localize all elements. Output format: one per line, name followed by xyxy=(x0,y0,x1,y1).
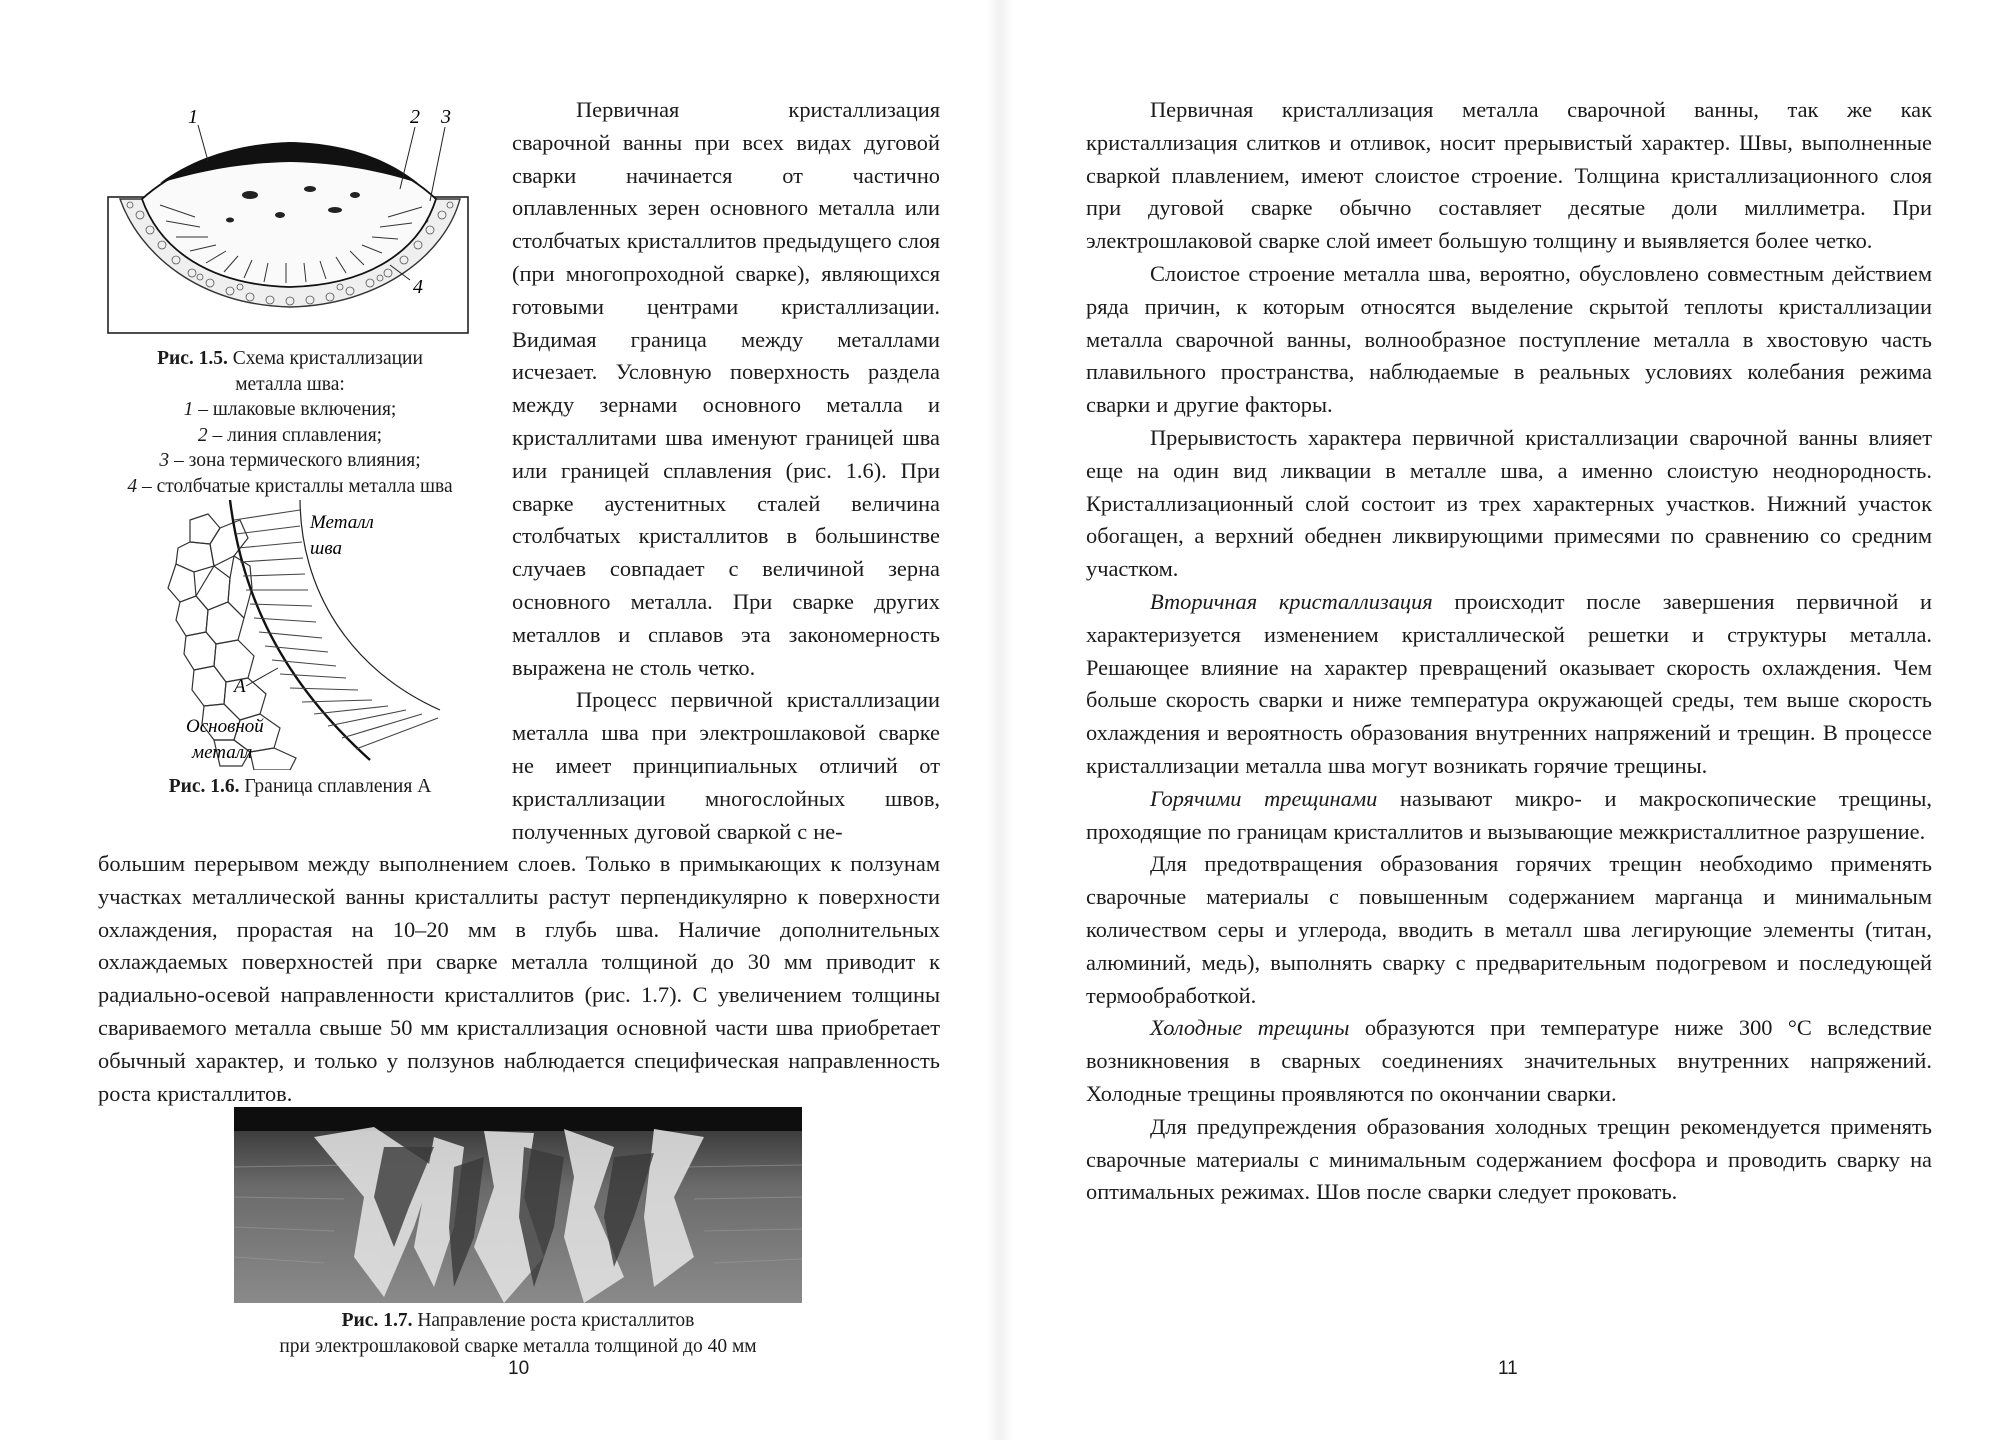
fig-1-5-legend-1 xyxy=(100,397,480,423)
fig-1-6-fusion-boundary xyxy=(150,500,450,770)
fig-1-5-label-1: 1 xyxy=(188,106,198,128)
paragraph-hot-cracks xyxy=(1086,783,1932,849)
fig-1-6-label-weld-1: Металл xyxy=(310,512,374,533)
fig-1-7-caption-label: Рис. 1.7. xyxy=(341,1310,413,1331)
left-column-text xyxy=(512,94,940,848)
paragraph-layer-heterogeneity: Прерывистость характера первичной кристаллизации сварочной ванны влияет еще на один вид ликвации в металле шва, а именно слоистую неоднородность. Кристаллизационный слой состоит из трех характерных участков. Нижний участок обогащен, а верхний обеднен ликвирующими примесями по сравнению со средним участком. xyxy=(1086,424,1932,582)
legend-1-num: 1 xyxy=(183,399,194,421)
legend-2-num: 2 xyxy=(197,424,208,446)
fig-1-5-weld-scheme xyxy=(100,105,480,335)
term-cold-cracks: Холодные трещины xyxy=(1150,1015,1350,1041)
fig-1-5-caption-label: Рис. 1.5. xyxy=(157,348,228,369)
fig-1-5-legend-2 xyxy=(100,423,480,449)
paragraph-layered-crystallization: Первичная кристаллизация металла сварочной ванны, так же как кристаллизация слитков и отливок, носит прерывистый характер. Швы, выполненные сваркой плавлением, имеют слоистое строение. Толщина кристаллизационного слоя при дуговой сварке обычно составляет десятые доли миллиметра. При электрошлаковой сварке слой имеет большую толщину и выявляется более четко. xyxy=(1086,97,1932,254)
legend-3-num: 3 xyxy=(159,450,170,472)
paragraph-electroslag-process: Процесс первичной кристаллизации металла шва при электрошлаковой сварке не имеет принципиальных отличий от кристаллизации многослойных швов, полученных дуговой сваркой с не- xyxy=(512,687,940,844)
fig-1-5-caption xyxy=(100,346,480,500)
fig-1-5-label-4: 4 xyxy=(413,276,423,298)
paragraph-layered-structure-causes: Слоистое строение металла шва, вероятно, обусловлено совместным действием ряда причин, к которым относятся выделение скрытой теплоты кристаллизации металла сварочной ванны, волнообразное поступление металла в хвостовую часть плавильного пространства, наблюдаемые в реальных условиях колебания режима сварки и другие факторы. xyxy=(1086,260,1932,418)
fig-1-7-crystal-photo xyxy=(234,1107,802,1303)
paragraph-primary-crystallization: Первичная кристаллизация сварочной ванны при всех видах дуговой сварки начинается от частично оплавленных зерен основного металла или столбчатых кристаллитов предыдущего слоя (при многопроходной сварке), являющихся готовыми центрами кристаллизации. Видимая граница между металлами исчезает. Условную поверхность раздела между зернами основного металла и кристаллитами шва именуют границей шва или границей сплавления (рис. 1.6). При сварке аустенитных сталей величина столбчатых кристаллитов в большинстве случаев совпадает с величиной зерна основного металла. При сварке других металлов и сплавов эта закономерность выражена не столь четко. xyxy=(512,97,940,680)
fig-1-5-legend-4 xyxy=(100,474,480,500)
fig-1-7-caption xyxy=(234,1308,802,1359)
hot-cracks-text: называют микро- и макроскопические трещины, проходящие по границам кристаллитов и вызывающие межкристаллитное разрушение. xyxy=(1086,785,1932,844)
fig-1-6-label-base-2: металл xyxy=(192,742,253,763)
fig-1-6-label-a: А xyxy=(234,676,246,697)
fig-1-6-caption xyxy=(130,774,470,800)
fig-1-5-caption-line2: металла шва: xyxy=(235,373,345,395)
legend-4-text: – столбчатые кристаллы металла шва xyxy=(137,475,453,497)
legend-3-text: – зона термического влияния; xyxy=(169,450,421,472)
paragraph-cold-cracks xyxy=(1086,1012,1932,1110)
fig-1-5-label-3: 3 xyxy=(441,106,451,128)
page-number-right: 11 xyxy=(1498,1358,1518,1379)
fig-1-5-label-2: 2 xyxy=(410,106,420,128)
fig-1-6-label-base-1: Основной xyxy=(186,716,264,737)
fig-1-7-caption-title: Направление роста кристаллитов xyxy=(412,1310,695,1331)
fig-1-5-legend-3 xyxy=(100,448,480,474)
legend-2-text: – линия сплавления; xyxy=(207,424,383,446)
fig-1-6-label-weld-2: шва xyxy=(310,538,342,559)
left-full-paragraph: большим перерывом между выполнением слоев. Только в примыкающих к ползунам участках металлической ванны кристаллиты растут перпендикулярно к поверхности охлаждения, прорастая на 10–20 мм в глубь шва. Наличие дополнительных охлаждаемых поверхностей при сварке металла толщиной до 30 мм приводит к радиально-осевой направленности кристаллитов (рис. 1.7). С увеличением толщины свариваемого металла свыше 50 мм кристаллизация основной части шва приобретает обычный характер, и только у ползунов наблюдается специфическая направленность роста кристаллитов. xyxy=(98,851,940,1106)
legend-4-num: 4 xyxy=(127,475,138,497)
page-number-left: 10 xyxy=(508,1358,530,1379)
right-page xyxy=(1000,0,2000,1440)
right-page-text xyxy=(1086,94,1932,1209)
fig-1-6-caption-label: Рис. 1.6. xyxy=(168,776,240,797)
term-hot-cracks: Горячими трещинами xyxy=(1150,785,1378,811)
fig-1-7-caption-line2: при электрошлаковой сварке металла толщиной до 40 мм xyxy=(279,1335,757,1357)
fig-1-5-caption-title: Схема кристаллизации xyxy=(227,348,423,369)
secondary-crystallization-text: происходит после завершения первичной и характеризуется изменением кристаллической решетки и структуры металла. Решающее влияние на характер превращений оказывает скорость охлаждения. Чем больше скорость сварки и ниже температура окружающей среды, тем выше скорость охлаждения и вероятность образования внутренних напряжений и трещин. В процессе кристаллизации металла шва могут возникать горячие трещины. xyxy=(1086,588,1933,778)
cold-cracks-text: образуются при температуре ниже 300 °С вследствие возникновения в сварных соединениях значительных внутренних напряжений. Холодные трещины проявляются по окончании сварки. xyxy=(1086,1015,1932,1106)
paragraph-hot-cracks-prevention: Для предотвращения образования горячих трещин необходимо применять сварочные материалы с повышенным содержанием марганца и минимальным количеством серы и углерода, вводить в металл шва легирующие элементы (титан, алюминий, медь), выполнять сварку с предварительным подогревом и последующей термообработкой. xyxy=(1086,851,1932,1008)
paragraph-secondary-crystallization xyxy=(1086,586,1932,783)
legend-1-text: – шлаковые включения; xyxy=(193,399,397,421)
paragraph-cold-cracks-prevention: Для предупреждения образования холодных трещин рекомендуется применять сварочные материалы с минимальным содержанием фосфора и проводить сварку на оптимальных режимах. Шов после сварки следует проковать. xyxy=(1086,1113,1932,1205)
term-secondary-crystallization: Вторичная кристаллизация xyxy=(1150,588,1433,614)
fig-1-6-caption-text: Граница сплавления А xyxy=(239,776,432,797)
